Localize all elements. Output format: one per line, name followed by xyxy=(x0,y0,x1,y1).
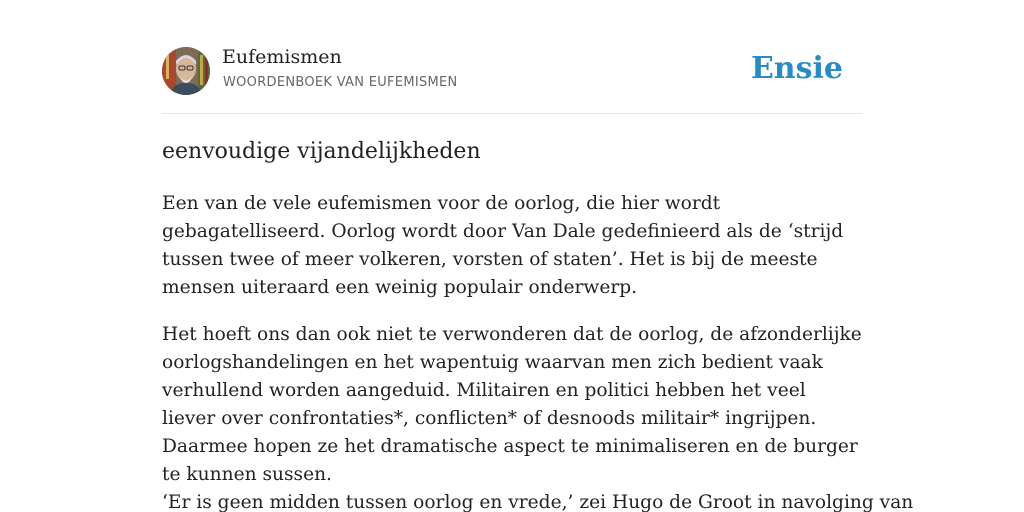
page-container xyxy=(162,0,914,512)
article-title: eenvoudige vijandelijkheden xyxy=(162,139,481,164)
author-name[interactable]: Eufemismen xyxy=(222,46,342,68)
author-subtitle[interactable]: WOORDENBOEK VAN EUFEMISMEN xyxy=(223,75,458,90)
header xyxy=(162,0,862,114)
article-paragraph: Het hoeft ons dan ook niet te verwonderen dat de oorlog, de afzonderlijke oorlogshandelingen en het wapentuig waarvan men zich bedient vaak verhullend worden aangeduid. Militairen en politici hebben het veel liever over confrontaties*, conflicten* of desnoods militair* ingrijpen. Daarmee hopen ze het dramatische aspect te minimaliseren en de burger te kunnen sussen. xyxy=(162,324,862,485)
author-avatar[interactable] xyxy=(162,47,210,95)
article-paragraph: Een van de vele eufemismen voor de oorlog, die hier wordt gebagatelliseerd. Oorlog wordt door Van Dale gedefinieerd als de ‘strijd tussen twee of meer volkeren, vorsten of staten’. Het is bij de meeste mensen uiteraard een weinig populair onderwerp. xyxy=(162,193,844,298)
avatar-image xyxy=(162,47,210,95)
article-paragraph: ‘Er is geen midden tussen oorlog en vrede,’ zei Hugo de Groot in navolging van xyxy=(162,492,914,512)
brand-logo[interactable]: Ensie xyxy=(750,51,843,86)
